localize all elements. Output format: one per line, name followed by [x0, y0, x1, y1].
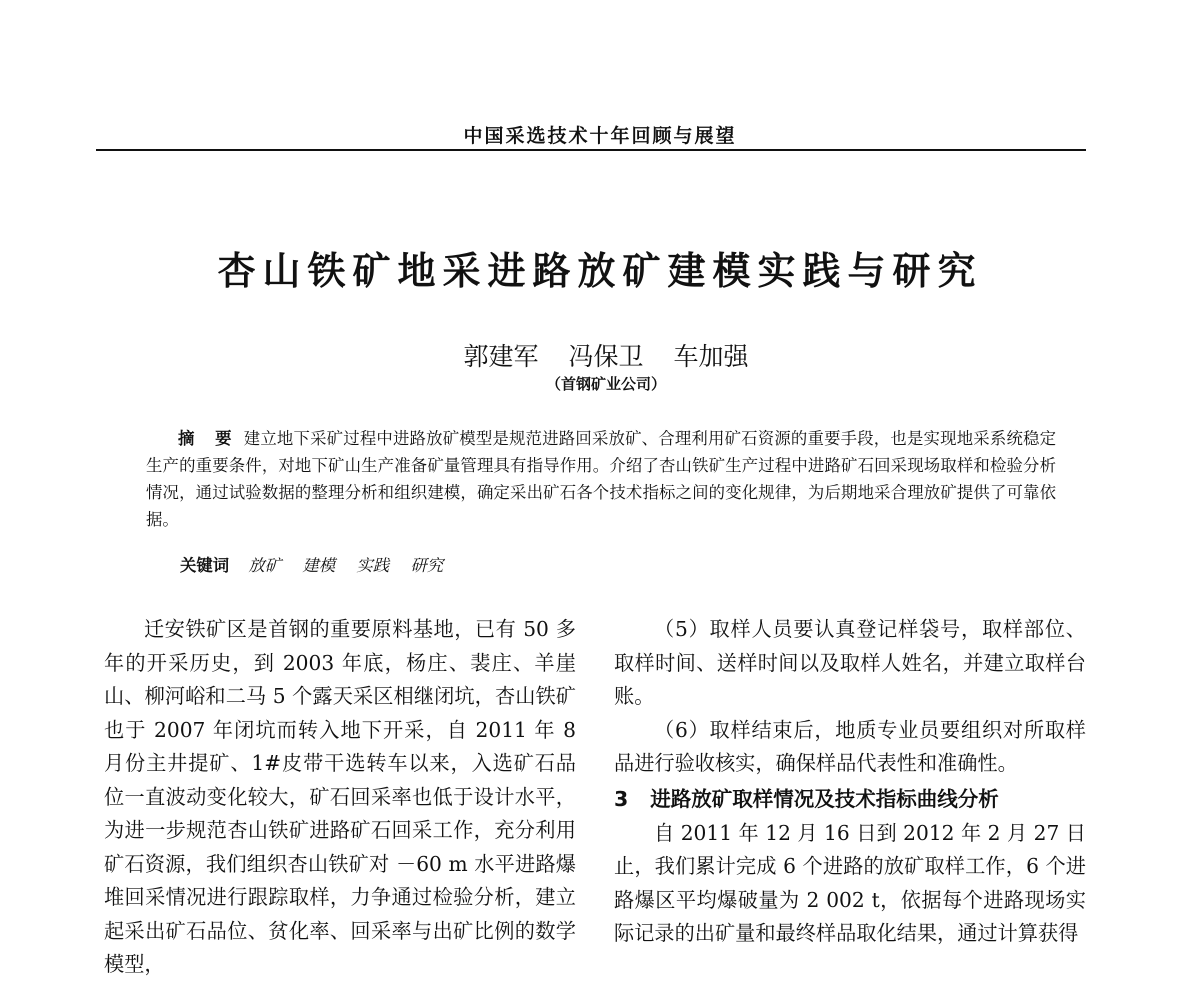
body-right-column: [614, 613, 1086, 951]
paper-title: 杏山铁矿地采进路放矿建模实践与研究: [217, 248, 983, 293]
author-2: 冯保卫: [568, 342, 644, 371]
keyword-1: 放矿: [248, 556, 282, 575]
running-header: 中国采选技术十年回顾与展望: [463, 125, 737, 147]
keywords: [180, 552, 459, 579]
keyword-3: 实践: [356, 556, 390, 575]
intro-paragraph: 迁安铁矿区是首钢的重要原料基地，已有 50 多年的开采历史，到 2003 年底，杨庄、裴庄、羊崖山、柳河峪和二马 5 个露天采区相继闭坑，杏山铁矿也于 2007 年闭坑而转入地下开采，自 2011 年 8 月份主井提矿、1#皮带干选转车以来，入选矿石品位一直波动变化较大，矿石回采率也低于设计水平，为进一步规范杏山铁矿进路矿石回采工作，充分利用矿石资源，我们组织杏山铁矿对 －60 m 水平进路爆堆回采情况进行跟踪取样，力争通过检验分析，建立起采出矿石品位、贫化率、回采率与出矿比例的数学模型，: [104, 617, 576, 976]
header-rule: [96, 149, 1086, 151]
section-3-paragraph: 自 2011 年 12 月 16 日到 2012 年 2 月 27 日止，我们累计完成 6 个进路的放矿取样工作，6 个进路爆区平均爆破量为 2 002 t，依据每个进路现场实际记录的出矿量和最终样品取化结果，通过计算获得: [614, 820, 1086, 945]
body-left-column: [104, 613, 576, 982]
author-1: 郭建军: [463, 342, 539, 371]
abstract-label: 摘 要: [178, 429, 234, 448]
author-3: 车加强: [673, 342, 749, 371]
abstract-text: 建立地下采矿过程中进路放矿模型是规范进路回采放矿、合理利用矿石资源的重要手段，也是实现地采系统稳定生产的重要条件，对地下矿山生产准备矿量管理具有指导作用。介绍了杏山铁矿生产过程中进路矿石回采现场取样和检验分析情况，通过试验数据的整理分析和组织建模，确定采出矿石各个技术指标之间的变化规律，为后期地采合理放矿提供了可靠依据。: [146, 429, 1057, 529]
affiliation: （首钢矿业公司）: [545, 375, 666, 393]
section-title: 进路放矿取样情况及技术指标曲线分析: [650, 786, 999, 811]
keyword-4: 研究: [410, 556, 444, 575]
section-number: 3: [614, 786, 629, 811]
abstract: [146, 425, 1056, 533]
keyword-2: 建模: [302, 556, 336, 575]
sampling-step-6: （6）取样结束后，地质专业员要组织对所取样品进行验收核实，确保样品代表性和准确性。: [614, 717, 1086, 775]
sampling-step-5: （5）取样人员要认真登记样袋号，取样部位、取样时间、送样时间以及取样人姓名，并建立取样台账。: [614, 617, 1086, 708]
author-list: [0, 337, 1200, 373]
section-3-heading: [614, 781, 1086, 817]
keywords-label: 关键词: [180, 556, 230, 575]
